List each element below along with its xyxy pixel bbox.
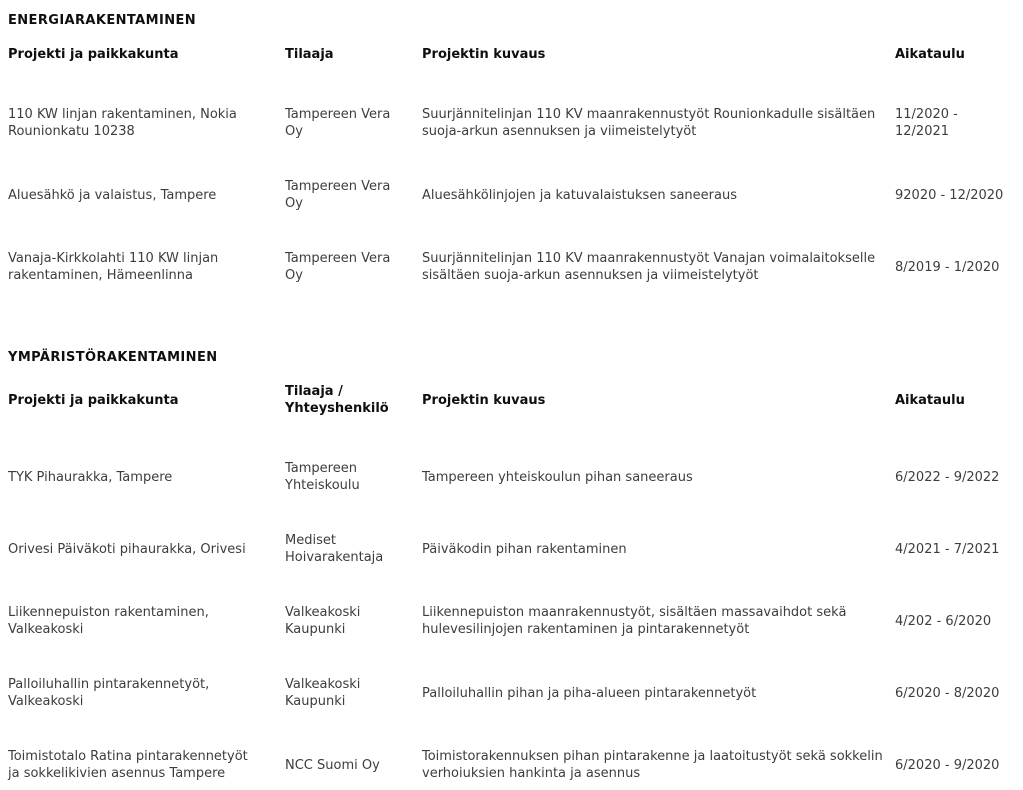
project-cell: Palloiluhallin pintarakennetyöt, Valkeakoski (8, 677, 210, 709)
description-cell: Toimistorakennuksen pihan pintarakenne ja laatoitustyöt sekä sokkelin verhoiuksien hankinta ja asennus (422, 749, 883, 781)
section-ymparistorakentaminen (8, 349, 1015, 790)
table-header-row (8, 30, 1015, 87)
description-cell: Tampereen yhteiskoulun pihan saneeraus (422, 469, 693, 485)
table-row (8, 657, 1015, 729)
client-cell: Valkeakoski Kaupunki (285, 677, 361, 709)
section-title: YMPÄRISTÖRAKENTAMINEN (8, 350, 218, 365)
description-cell: Aluesähkölinjojen ja katuvalaistuksen saneeraus (422, 187, 737, 203)
projects-table (8, 367, 1015, 790)
schedule-cell: 6/2020 - 8/2020 (895, 685, 1000, 701)
project-cell: 110 KW linjan rakentaminen, Nokia Rounionkatu 10238 (8, 107, 237, 139)
table-row (8, 513, 1015, 585)
schedule-cell: 6/2020 - 9/2020 (895, 757, 1000, 773)
project-cell: Orivesi Päiväkoti pihaurakka, Orivesi (8, 541, 246, 557)
schedule-cell: 6/2022 - 9/2022 (895, 469, 1000, 485)
description-cell: Suurjännitelinjan 110 KV maanrakennustyöt Rounionkadulle sisältäen suoja-arkun asennuksen ja viimeistelytyöt (422, 107, 876, 139)
description-cell: Palloiluhallin pihan ja piha-alueen pintarakennetyöt (422, 685, 757, 701)
schedule-cell: 4/202 - 6/2020 (895, 613, 992, 629)
description-cell: Liikennepuiston maanrakennustyöt, sisältäen massavaihdot sekä hulevesilinjojen rakentaminen ja pintarakennetyöt (422, 605, 847, 637)
column-header-client: Tilaaja (285, 47, 334, 62)
client-cell: Tampereen Vera Oy (285, 107, 391, 139)
section-energiarakentaminen (8, 12, 1015, 303)
project-cell: Vanaja-Kirkkolahti 110 KW linjan rakentaminen, Hämeenlinna (8, 251, 219, 283)
table-header-row (8, 367, 1015, 441)
table-row (8, 87, 1015, 159)
table-row (8, 729, 1015, 790)
client-cell: Tampereen Vera Oy (285, 251, 391, 283)
client-cell: Valkeakoski Kaupunki (285, 605, 361, 637)
client-cell: Tampereen Yhteiskoulu (285, 461, 360, 493)
client-cell: Tampereen Vera Oy (285, 179, 391, 211)
schedule-cell: 11/2020 - 12/2021 (895, 107, 958, 139)
column-header-description: Projektin kuvaus (422, 392, 546, 408)
schedule-cell: 8/2019 - 1/2020 (895, 259, 1000, 275)
column-header-description: Projektin kuvaus (422, 47, 546, 62)
column-header-schedule: Aikataulu (895, 392, 965, 408)
column-header-client: Tilaaja / Yhteyshenkilö (285, 384, 389, 416)
client-cell: NCC Suomi Oy (285, 757, 380, 773)
table-row (8, 231, 1015, 303)
table-row (8, 441, 1015, 513)
schedule-cell: 92020 - 12/2020 (895, 187, 1004, 203)
projects-table (8, 30, 1015, 303)
table-row (8, 585, 1015, 657)
client-cell: Mediset Hoivarakentaja (285, 533, 384, 565)
project-cell: TYK Pihaurakka, Tampere (8, 469, 173, 485)
description-cell: Suurjännitelinjan 110 KV maanrakennustyöt Vanajan voimalaitokselle sisältäen suoja-arkun asennuksen ja viimeistelytyöt (422, 251, 876, 283)
column-header-schedule: Aikataulu (895, 47, 965, 62)
table-row (8, 159, 1015, 231)
project-cell: Toimistotalo Ratina pintarakennetyöt ja sokkelikivien asennus Tampere (8, 749, 248, 781)
schedule-cell: 4/2021 - 7/2021 (895, 541, 1000, 557)
column-header-project: Projekti ja paikkakunta (8, 47, 179, 62)
project-cell: Aluesähkö ja valaistus, Tampere (8, 187, 217, 203)
description-cell: Päiväkodin pihan rakentaminen (422, 541, 627, 557)
project-cell: Liikennepuiston rakentaminen, Valkeakoski (8, 605, 209, 637)
column-header-project: Projekti ja paikkakunta (8, 392, 179, 408)
section-title: ENERGIARAKENTAMINEN (8, 13, 197, 28)
